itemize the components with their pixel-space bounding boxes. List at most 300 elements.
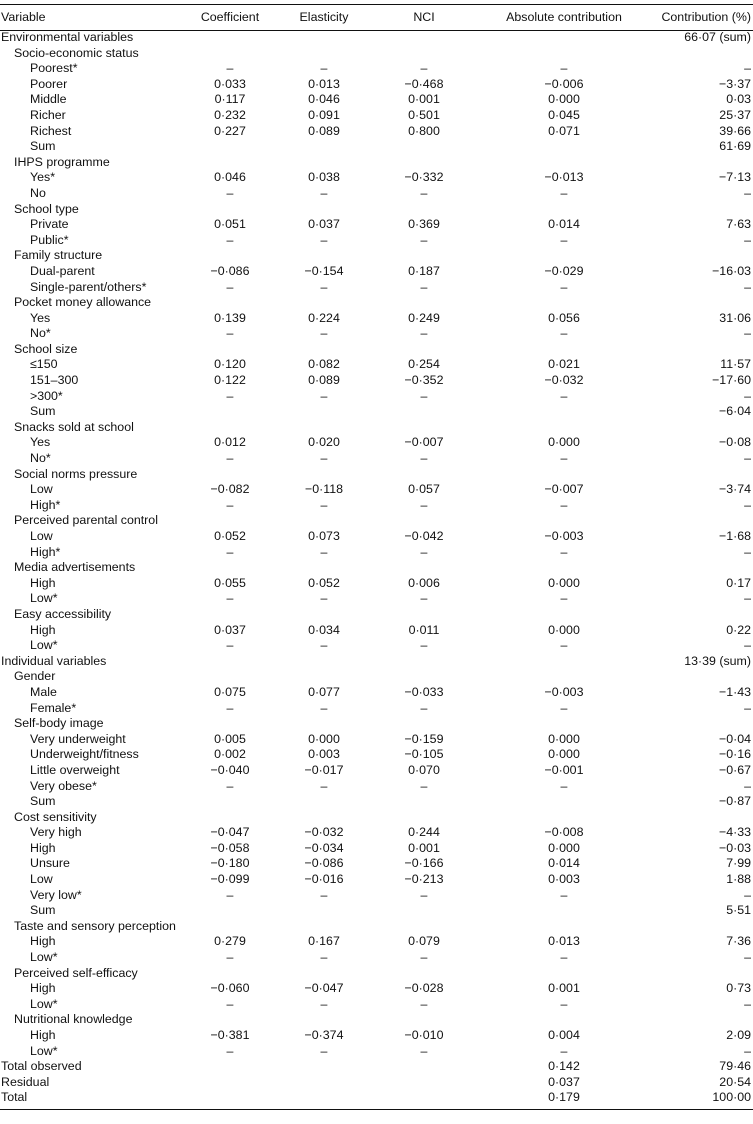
elasticity-cell: 0·037: [308, 217, 340, 232]
table-row: [0, 779, 753, 795]
variable-label: Richest: [30, 123, 72, 138]
coefficient-cell: –: [226, 950, 234, 965]
variable-label: Private: [30, 217, 69, 232]
nci-cell: –: [420, 451, 428, 466]
nci-cell: −0·105: [404, 747, 444, 762]
absolute-contribution-cell: –: [560, 778, 568, 793]
variable-label: Low: [30, 529, 53, 543]
elasticity-cell: –: [320, 61, 328, 76]
variable-label: Residual: [1, 1074, 50, 1089]
coefficient-cell: –: [226, 451, 234, 466]
elasticity-cell: 0·077: [308, 684, 340, 699]
nci-cell: –: [420, 638, 428, 653]
contribution-percent-cell: −0·16: [718, 747, 751, 762]
elasticity-cell: –: [320, 1043, 328, 1058]
nci-cell: 0·070: [408, 762, 440, 777]
coefficient-cell: –: [226, 638, 234, 653]
absolute-contribution-cell: 0·179: [548, 1090, 580, 1105]
header-absolute-contribution: Absolute contribution: [506, 10, 622, 24]
variable-label: School type: [14, 201, 79, 216]
coefficient-cell: 0·046: [214, 170, 246, 185]
table-row: [0, 716, 753, 732]
nci-cell: −0·332: [404, 170, 444, 185]
coefficient-cell: –: [226, 497, 234, 512]
coefficient-cell: −0·086: [210, 263, 250, 278]
nci-cell: –: [420, 279, 428, 294]
variable-label: Yes: [30, 435, 51, 450]
variable-label: Taste and sensory perception: [14, 918, 176, 933]
elasticity-cell: 0·020: [308, 435, 340, 450]
coefficient-cell: –: [226, 1043, 234, 1058]
table-row: [0, 810, 753, 826]
contribution-percent-cell: −0·03: [718, 840, 751, 855]
nci-cell: −0·033: [404, 684, 444, 699]
contribution-percent-cell: 2·09: [726, 1028, 751, 1042]
variable-label: High*: [30, 497, 61, 512]
table-row: [0, 186, 753, 202]
variable-label: Single-parent/others*: [30, 279, 147, 294]
table-row: [0, 139, 753, 155]
table-row: [0, 794, 753, 810]
table-row: [0, 513, 753, 529]
coefficient-cell: –: [226, 326, 234, 341]
variable-label: Pocket money allowance: [14, 295, 152, 310]
elasticity-cell: −0·086: [304, 856, 344, 871]
coefficient-cell: 0·037: [214, 622, 246, 637]
table-row: [0, 997, 753, 1013]
nci-cell: 0·079: [408, 934, 440, 949]
coefficient-cell: −0·047: [210, 825, 250, 840]
contribution-percent-cell: 7·99: [726, 856, 751, 871]
absolute-contribution-cell: –: [560, 388, 568, 403]
contribution-percent-cell: –: [744, 996, 751, 1011]
table-row: [0, 295, 753, 311]
nci-cell: 0·187: [408, 263, 440, 278]
variable-label: Snacks sold at school: [14, 419, 134, 434]
header-elasticity: Elasticity: [299, 10, 349, 24]
contribution-percent-cell: 61·69: [719, 139, 751, 154]
elasticity-cell: –: [320, 950, 328, 965]
elasticity-cell: –: [320, 279, 328, 294]
nci-cell: −0·042: [404, 529, 444, 543]
elasticity-cell: −0·118: [304, 482, 343, 497]
absolute-contribution-cell: –: [560, 185, 568, 200]
contribution-percent-cell: 100·00: [712, 1090, 751, 1105]
variable-label: Male: [30, 684, 57, 699]
table-row: [0, 30, 753, 46]
elasticity-cell: −0·032: [304, 825, 344, 840]
absolute-contribution-cell: −0·029: [544, 263, 584, 278]
elasticity-cell: –: [320, 326, 328, 341]
elasticity-cell: 0·091: [308, 107, 340, 122]
elasticity-cell: 0·073: [308, 529, 340, 543]
nci-cell: 0·001: [408, 92, 440, 107]
variable-label: Low*: [30, 638, 58, 653]
coefficient-cell: −0·381: [210, 1028, 250, 1042]
coefficient-cell: –: [226, 544, 234, 559]
contribution-percent-cell: 5·51: [726, 903, 751, 918]
absolute-contribution-cell: –: [560, 232, 568, 247]
contribution-percent-cell: –: [744, 778, 751, 793]
nci-cell: –: [420, 232, 428, 247]
absolute-contribution-cell: –: [560, 1043, 568, 1058]
variable-label: Poorer: [30, 76, 68, 91]
contribution-percent-cell: −17·60: [712, 373, 751, 388]
variable-label: Very obese*: [30, 778, 97, 793]
table-row: [0, 451, 753, 467]
variable-label: IHPS programme: [14, 154, 110, 169]
table-row: [0, 467, 753, 483]
header-contribution-percent: Contribution (%): [661, 10, 751, 24]
absolute-contribution-cell: 0·142: [548, 1059, 580, 1074]
variable-label: High: [30, 981, 56, 996]
header-row: [0, 4, 753, 30]
table-row: [0, 124, 753, 140]
contribution-percent-cell: 11·57: [720, 357, 751, 372]
absolute-contribution-cell: −0·007: [544, 482, 584, 497]
elasticity-cell: 0·224: [308, 310, 340, 325]
table-row: [0, 389, 753, 405]
table-body: [0, 30, 753, 1106]
variable-label: No*: [30, 451, 51, 466]
coefficient-cell: −0·180: [210, 856, 250, 871]
coefficient-cell: –: [226, 279, 234, 294]
table-row: [0, 529, 753, 545]
table-row: [0, 1012, 753, 1028]
elasticity-cell: 0·034: [308, 622, 340, 637]
nci-cell: −0·159: [404, 731, 444, 746]
contribution-percent-cell: −0·04: [718, 731, 751, 746]
elasticity-cell: 0·052: [308, 575, 340, 590]
coefficient-cell: 0·122: [214, 373, 246, 388]
absolute-contribution-cell: −0·008: [544, 825, 584, 840]
contribution-percent-cell: –: [744, 497, 751, 512]
nci-cell: –: [420, 388, 428, 403]
variable-label: Yes: [30, 310, 51, 325]
nci-cell: −0·352: [404, 373, 444, 388]
contribution-percent-cell: –: [744, 185, 751, 200]
table-row: [0, 825, 753, 841]
absolute-contribution-cell: –: [560, 950, 568, 965]
elasticity-cell: –: [320, 388, 328, 403]
contribution-percent-cell: –: [744, 950, 751, 965]
nci-cell: 0·800: [408, 123, 440, 138]
table-row: [0, 155, 753, 171]
absolute-contribution-cell: –: [560, 61, 568, 76]
absolute-contribution-cell: −0·003: [544, 684, 584, 699]
coefficient-cell: –: [226, 996, 234, 1011]
coefficient-cell: 0·120: [214, 357, 246, 372]
nci-cell: –: [420, 950, 428, 965]
table-row: [0, 934, 753, 950]
absolute-contribution-cell: 0·071: [548, 123, 580, 138]
nci-cell: –: [420, 185, 428, 200]
contribution-percent-cell: 0·73: [726, 981, 751, 996]
contribution-percent-cell: 31·06: [719, 310, 751, 325]
contribution-percent-cell: −6·04: [718, 404, 751, 419]
absolute-contribution-cell: –: [560, 700, 568, 715]
table-row: [0, 217, 753, 233]
contribution-percent-cell: −1·68: [718, 529, 751, 543]
contribution-percent-cell: –: [744, 61, 751, 76]
variable-label: Cost sensitivity: [14, 809, 97, 824]
absolute-contribution-cell: 0·000: [548, 92, 580, 107]
table-row: [0, 576, 753, 592]
absolute-contribution-cell: –: [560, 638, 568, 653]
elasticity-cell: 0·003: [308, 747, 340, 762]
variable-label: Perceived self-efficacy: [14, 965, 138, 980]
variable-label: High: [30, 575, 56, 590]
coefficient-cell: –: [226, 778, 234, 793]
variable-label: Low*: [30, 591, 58, 606]
table-row: [0, 311, 753, 327]
nci-cell: 0·369: [408, 217, 440, 232]
contribution-percent-cell: 13·39 (sum): [684, 653, 751, 668]
variable-label: Richer: [30, 107, 66, 122]
absolute-contribution-cell: 0·013: [548, 934, 580, 949]
table-row: [0, 560, 753, 576]
coefficient-cell: −0·058: [210, 840, 250, 855]
coefficient-cell: 0·139: [214, 310, 246, 325]
nci-cell: −0·007: [404, 435, 444, 450]
table-row: [0, 1059, 753, 1075]
table-row: [0, 248, 753, 264]
table-row: [0, 966, 753, 982]
coefficient-cell: 0·227: [214, 123, 246, 138]
elasticity-cell: –: [320, 996, 328, 1011]
variable-label: Yes*: [30, 170, 56, 185]
elasticity-cell: 0·089: [308, 123, 340, 138]
nci-cell: –: [420, 326, 428, 341]
nci-cell: –: [420, 61, 428, 76]
absolute-contribution-cell: –: [560, 591, 568, 606]
absolute-contribution-cell: 0·056: [548, 310, 580, 325]
table-row: [0, 732, 753, 748]
coefficient-cell: 0·075: [214, 684, 246, 699]
variable-label: High: [30, 934, 56, 949]
elasticity-cell: 0·082: [308, 357, 340, 372]
coefficient-cell: 0·051: [214, 217, 246, 232]
contribution-percent-cell: –: [744, 591, 751, 606]
coefficient-cell: 0·232: [214, 107, 246, 122]
table-row: [0, 950, 753, 966]
coefficient-cell: –: [226, 185, 234, 200]
variable-label: 151–300: [30, 373, 79, 388]
table-row: [0, 435, 753, 451]
contribution-percent-cell: 79·46: [719, 1059, 751, 1074]
nci-cell: −0·166: [404, 856, 444, 871]
bottom-rule: [0, 1109, 753, 1110]
nci-cell: –: [420, 497, 428, 512]
nci-cell: –: [420, 996, 428, 1011]
variable-label: Very high: [30, 825, 82, 840]
contribution-percent-cell: 0·03: [726, 92, 751, 107]
variable-label: No: [30, 185, 46, 200]
table-row: [0, 326, 753, 342]
nci-cell: 0·006: [408, 575, 440, 590]
absolute-contribution-cell: 0·045: [548, 107, 580, 122]
coefficient-cell: −0·060: [210, 981, 250, 996]
absolute-contribution-cell: –: [560, 996, 568, 1011]
table-row: [0, 404, 753, 420]
contribution-percent-cell: –: [744, 700, 751, 715]
absolute-contribution-cell: –: [560, 279, 568, 294]
variable-label: Sum: [30, 903, 56, 918]
contribution-percent-cell: –: [744, 326, 751, 341]
nci-cell: –: [420, 1043, 428, 1058]
variable-label: Poorest*: [30, 61, 78, 76]
contribution-percent-cell: –: [744, 1043, 751, 1058]
contribution-percent-cell: −3·74: [718, 482, 751, 497]
table-row: [0, 981, 753, 997]
table-row: [0, 357, 753, 373]
elasticity-cell: –: [320, 544, 328, 559]
elasticity-cell: –: [320, 638, 328, 653]
nci-cell: −0·213: [404, 872, 444, 887]
table-row: [0, 1028, 753, 1044]
table-row: [0, 373, 753, 389]
variable-label: Total observed: [1, 1059, 82, 1074]
table-row: [0, 108, 753, 124]
contribution-percent-cell: −0·67: [718, 762, 751, 777]
nci-cell: −0·010: [404, 1028, 444, 1042]
elasticity-cell: −0·017: [304, 762, 344, 777]
table-row: [0, 202, 753, 218]
elasticity-cell: 0·038: [308, 170, 340, 185]
contribution-percent-cell: –: [744, 544, 751, 559]
coefficient-cell: −0·082: [210, 482, 250, 497]
table-row: [0, 763, 753, 779]
contribution-percent-cell: −3·37: [718, 76, 751, 91]
contribution-percent-cell: −0·08: [718, 435, 751, 450]
coefficient-cell: 0·279: [214, 934, 246, 949]
absolute-contribution-cell: −0·001: [544, 762, 584, 777]
variable-label: Low*: [30, 950, 58, 965]
elasticity-cell: –: [320, 232, 328, 247]
absolute-contribution-cell: –: [560, 497, 568, 512]
contribution-percent-cell: –: [744, 232, 751, 247]
variable-label: Middle: [30, 92, 67, 107]
absolute-contribution-cell: –: [560, 326, 568, 341]
variable-label: Total: [1, 1090, 28, 1105]
variable-label: Very underweight: [30, 731, 126, 746]
contribution-percent-cell: 7·36: [726, 934, 751, 949]
absolute-contribution-cell: 0·000: [548, 622, 580, 637]
variable-label: Media advertisements: [14, 560, 136, 575]
contribution-percent-cell: −1·43: [718, 684, 751, 699]
table-row: [0, 280, 753, 296]
variable-label: Dual-parent: [30, 263, 95, 278]
variable-label: Little overweight: [30, 762, 120, 777]
coefficient-cell: –: [226, 61, 234, 76]
header-coefficient: Coefficient: [200, 10, 260, 24]
table-row: [0, 1090, 753, 1106]
variable-label: Sum: [30, 404, 56, 419]
elasticity-cell: –: [320, 778, 328, 793]
nci-cell: –: [420, 887, 428, 902]
contribution-percent-cell: 1·88: [726, 872, 751, 887]
elasticity-cell: −0·374: [304, 1028, 344, 1042]
variable-label: Low: [30, 482, 53, 497]
table-row: [0, 841, 753, 857]
table-row: [0, 872, 753, 888]
coefficient-cell: –: [226, 700, 234, 715]
elasticity-cell: –: [320, 887, 328, 902]
absolute-contribution-cell: 0·014: [548, 856, 580, 871]
elasticity-cell: –: [320, 497, 328, 512]
nci-cell: 0·254: [408, 357, 440, 372]
table-row: [0, 46, 753, 62]
nci-cell: –: [420, 700, 428, 715]
table-row: [0, 482, 753, 498]
coefficient-cell: 0·117: [214, 92, 246, 107]
variable-label: Socio-economic status: [14, 45, 139, 60]
nci-cell: –: [420, 544, 428, 559]
absolute-contribution-cell: −0·032: [544, 373, 584, 388]
coefficient-cell: 0·005: [214, 731, 246, 746]
variable-label: Family structure: [14, 248, 103, 263]
contribution-percent-cell: −4·33: [718, 825, 751, 840]
variable-label: Low*: [30, 1043, 58, 1058]
variable-label: Self-body image: [14, 716, 104, 731]
table-row: [0, 623, 753, 639]
contribution-percent-cell: 0·22: [726, 622, 751, 637]
table-row: [0, 545, 753, 561]
table-row: [0, 591, 753, 607]
variable-label: High: [30, 622, 56, 637]
table-row: [0, 903, 753, 919]
contribution-percent-cell: –: [744, 451, 751, 466]
contribution-percent-cell: 0·17: [726, 575, 751, 590]
absolute-contribution-cell: 0·000: [548, 747, 580, 762]
elasticity-cell: −0·016: [304, 872, 344, 887]
absolute-contribution-cell: 0·021: [548, 357, 580, 372]
table-row: [0, 420, 753, 436]
absolute-contribution-cell: –: [560, 544, 568, 559]
variable-label: Low: [30, 872, 53, 887]
absolute-contribution-cell: –: [560, 887, 568, 902]
nci-cell: –: [420, 778, 428, 793]
contribution-percent-cell: 25·37: [719, 107, 751, 122]
absolute-contribution-cell: 0·014: [548, 217, 580, 232]
table-row: [0, 264, 753, 280]
table-row: [0, 856, 753, 872]
variable-label: Easy accessibility: [14, 606, 112, 621]
variable-label: Nutritional knowledge: [14, 1012, 133, 1027]
variable-label: >300*: [30, 388, 63, 403]
nci-cell: 0·249: [408, 310, 440, 325]
coefficient-cell: –: [226, 591, 234, 606]
variable-label: Environmental variables: [1, 30, 134, 44]
contribution-percent-cell: −0·87: [718, 794, 751, 809]
table-row: [0, 669, 753, 685]
contribution-percent-cell: 7·63: [726, 217, 751, 232]
contribution-percent-cell: −7·13: [718, 170, 751, 185]
table-row: [0, 1075, 753, 1091]
elasticity-cell: 0·000: [308, 731, 340, 746]
elasticity-cell: –: [320, 700, 328, 715]
contribution-percent-cell: 39·66: [719, 123, 751, 138]
variable-label: Underweight/fitness: [30, 747, 139, 762]
nci-cell: 0·011: [408, 622, 440, 637]
contribution-percent-cell: 66·07 (sum): [684, 30, 751, 44]
header-variable: Variable: [1, 10, 46, 24]
variable-label: High*: [30, 544, 61, 559]
elasticity-cell: 0·013: [308, 76, 340, 91]
absolute-contribution-cell: −0·003: [544, 529, 584, 543]
contribution-percent-cell: –: [744, 279, 751, 294]
table-row: [0, 638, 753, 654]
